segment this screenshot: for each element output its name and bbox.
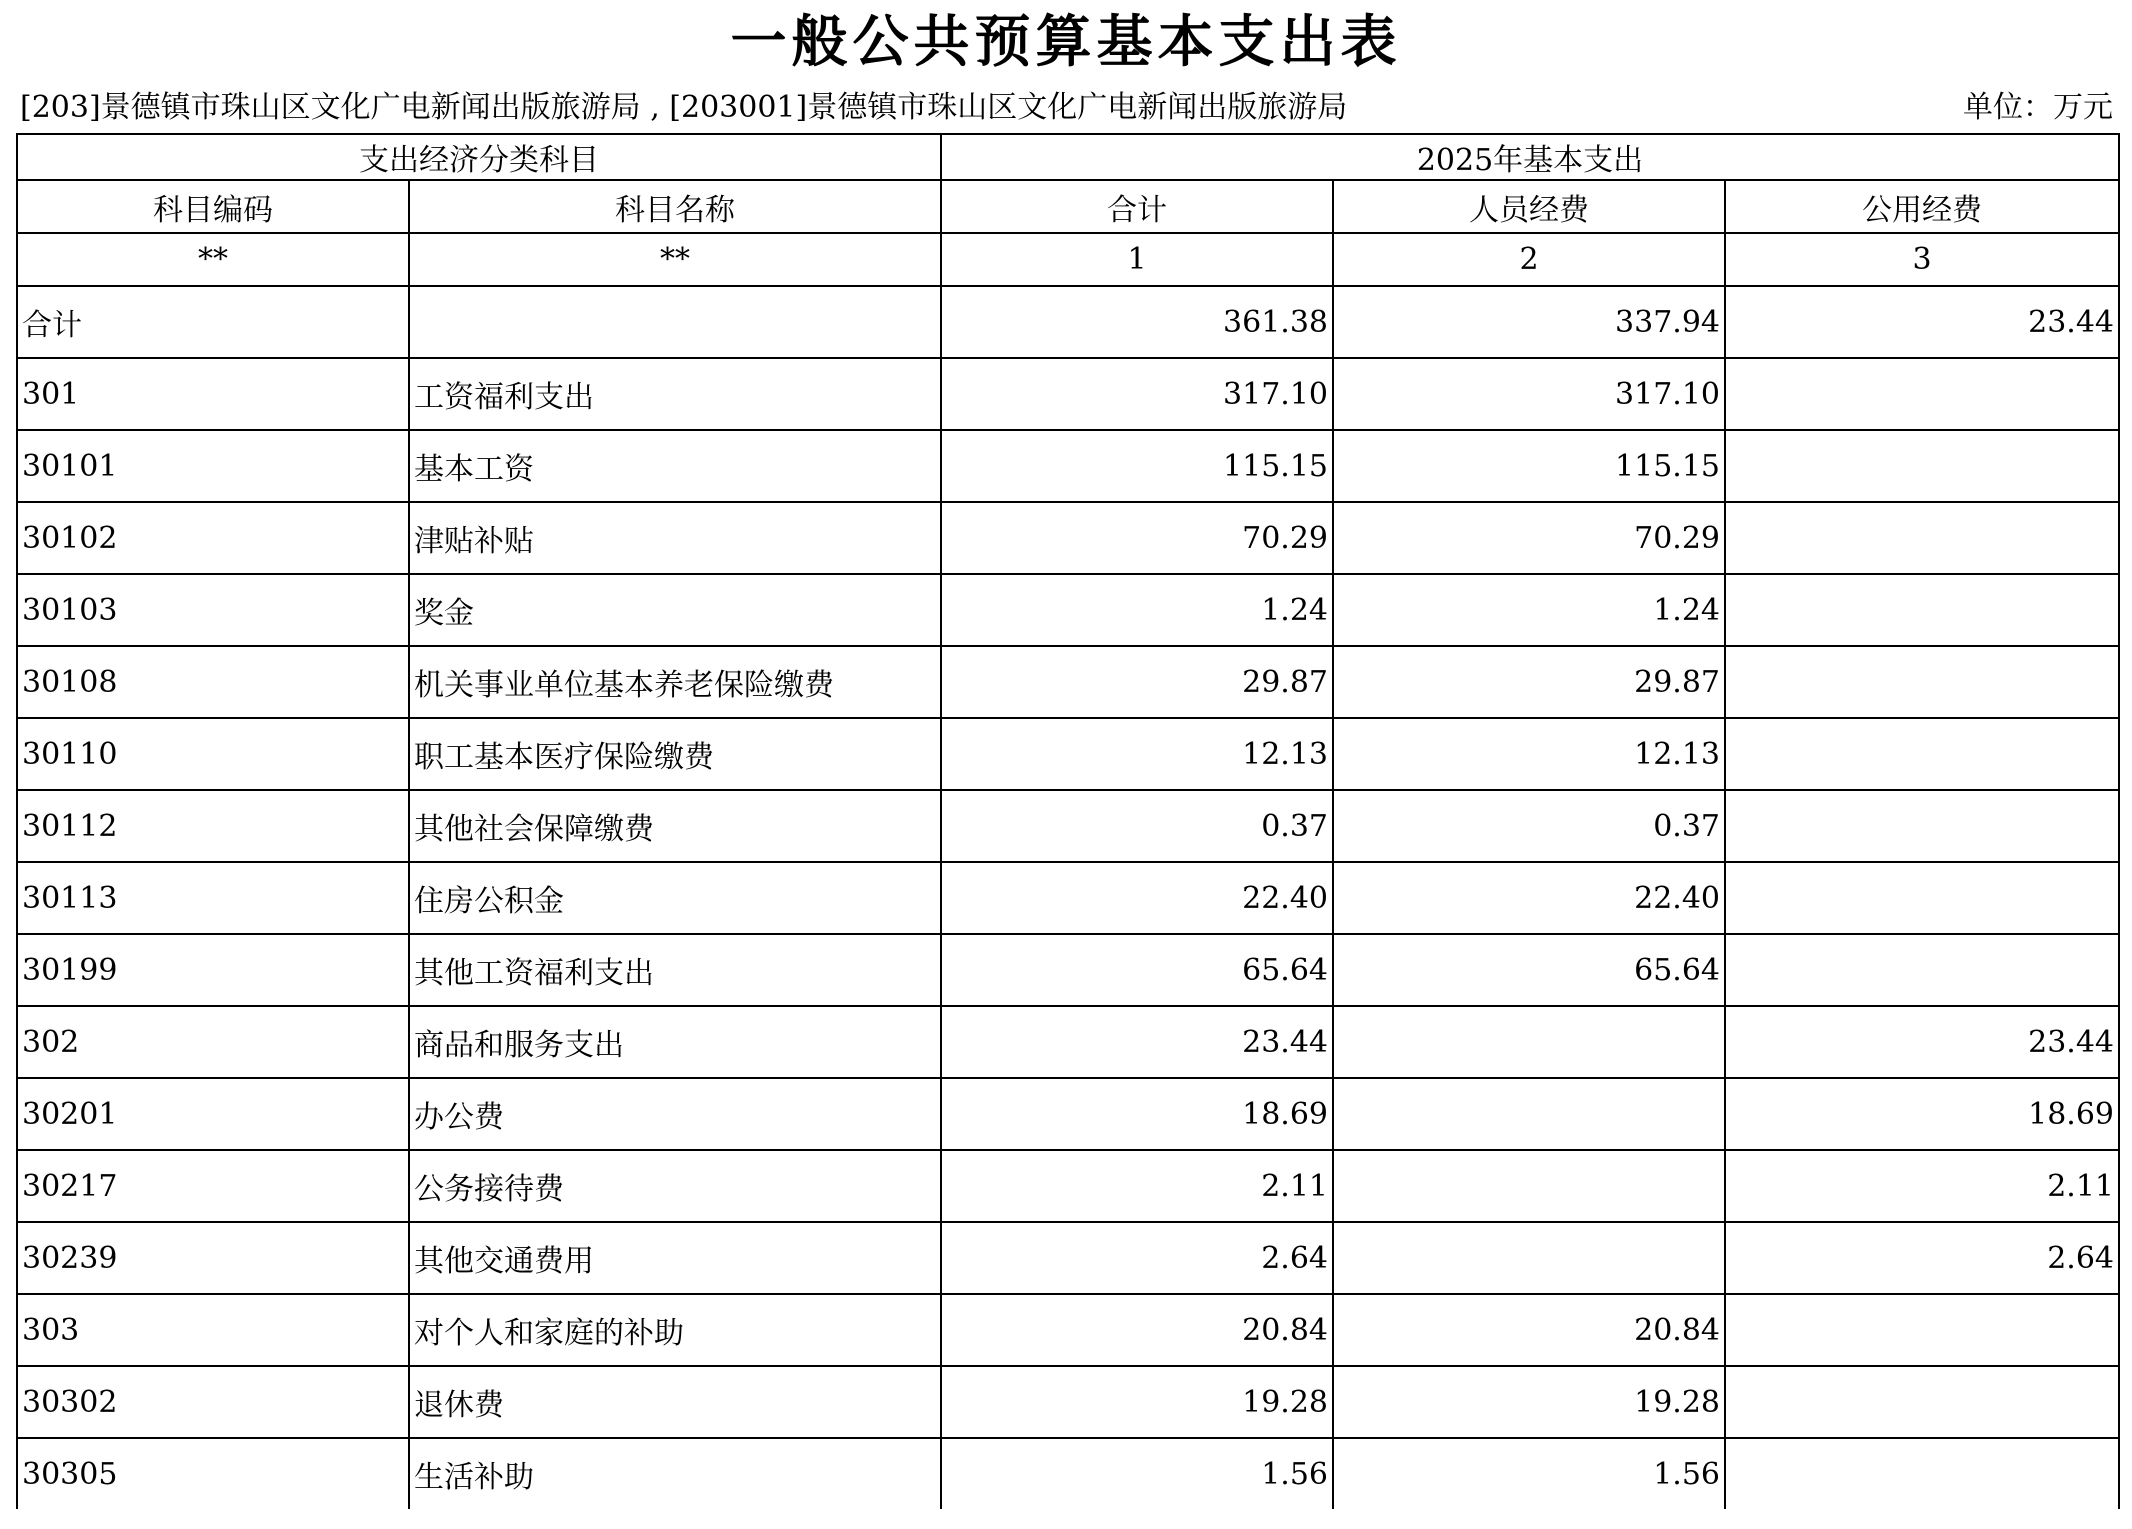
header-row-marks: [17, 233, 2119, 286]
table-row: [17, 934, 2119, 1006]
cell-personnel: 70.29: [1333, 502, 1725, 574]
table-row: [17, 718, 2119, 790]
cell-code: 303: [17, 1294, 409, 1366]
cell-personnel: 115.15: [1333, 430, 1725, 502]
cell-personnel: [1333, 1006, 1725, 1078]
table-row: [17, 862, 2119, 934]
cell-public: [1725, 862, 2119, 934]
cell-public: [1725, 574, 2119, 646]
cell-name: 津贴补贴: [409, 502, 941, 574]
cell-name: 工资福利支出: [409, 358, 941, 430]
cell-code: 30110: [17, 718, 409, 790]
table-row: [17, 1150, 2119, 1222]
cell-total: 1.24: [941, 574, 1333, 646]
table-row: [17, 1006, 2119, 1078]
table-row: [17, 1222, 2119, 1294]
cell-public: [1725, 1438, 2119, 1509]
cell-public: [1725, 718, 2119, 790]
cell-total: 2.64: [941, 1222, 1333, 1294]
cell-code: 301: [17, 358, 409, 430]
org-unit-line: [20, 85, 2113, 131]
cell-public: [1725, 358, 2119, 430]
cell-total: 70.29: [941, 502, 1333, 574]
cell-personnel: [1333, 1078, 1725, 1150]
table-row: [17, 1294, 2119, 1366]
cell-personnel: 337.94: [1333, 286, 1725, 358]
cell-total: 0.37: [941, 790, 1333, 862]
cell-public: [1725, 502, 2119, 574]
table-row: [17, 286, 2119, 358]
table-row: [17, 574, 2119, 646]
cell-personnel: 0.37: [1333, 790, 1725, 862]
cell-code: 合计: [17, 286, 409, 358]
cell-name: [409, 286, 941, 358]
cell-public: [1725, 646, 2119, 718]
header-col-public: 公用经费: [1725, 180, 2119, 233]
cell-code: 30201: [17, 1078, 409, 1150]
cell-public: 2.64: [1725, 1222, 2119, 1294]
table-row: [17, 646, 2119, 718]
org-line: [203]景德镇市珠山区文化广电新闻出版旅游局 , [203001]景德镇市珠山区文化广电新闻出版旅游局: [20, 90, 1348, 125]
cell-personnel: 317.10: [1333, 358, 1725, 430]
header-mark-code: **: [17, 233, 409, 286]
table-row: [17, 1078, 2119, 1150]
cell-public: 23.44: [1725, 286, 2119, 358]
cell-total: 317.10: [941, 358, 1333, 430]
cell-name: 其他交通费用: [409, 1222, 941, 1294]
cell-total: 18.69: [941, 1078, 1333, 1150]
cell-total: 19.28: [941, 1366, 1333, 1438]
cell-personnel: 1.56: [1333, 1438, 1725, 1509]
header-col-total: 合计: [941, 180, 1333, 233]
header-mark-public: 3: [1725, 233, 2119, 286]
cell-code: 302: [17, 1006, 409, 1078]
budget-table: [16, 133, 2120, 1509]
cell-code: 30112: [17, 790, 409, 862]
cell-name: 其他工资福利支出: [409, 934, 941, 1006]
cell-code: 30217: [17, 1150, 409, 1222]
cell-personnel: 20.84: [1333, 1294, 1725, 1366]
table-row: [17, 358, 2119, 430]
header-row-group: [17, 134, 2119, 180]
header-mark-personnel: 2: [1333, 233, 1725, 286]
cell-name: 公务接待费: [409, 1150, 941, 1222]
cell-public: [1725, 790, 2119, 862]
cell-personnel: 19.28: [1333, 1366, 1725, 1438]
cell-total: 65.64: [941, 934, 1333, 1006]
cell-name: 商品和服务支出: [409, 1006, 941, 1078]
cell-code: 30102: [17, 502, 409, 574]
cell-code: 30101: [17, 430, 409, 502]
page-title: 一般公共预算基本支出表: [730, 9, 1402, 75]
table-row: [17, 1366, 2119, 1438]
header-mark-total: 1: [941, 233, 1333, 286]
cell-total: 2.11: [941, 1150, 1333, 1222]
cell-personnel: [1333, 1222, 1725, 1294]
cell-total: 12.13: [941, 718, 1333, 790]
cell-code: 30108: [17, 646, 409, 718]
cell-public: [1725, 430, 2119, 502]
cell-name: 住房公积金: [409, 862, 941, 934]
cell-name: 对个人和家庭的补助: [409, 1294, 941, 1366]
table-row: [17, 502, 2119, 574]
cell-public: [1725, 1294, 2119, 1366]
cell-name: 机关事业单位基本养老保险缴费: [409, 646, 941, 718]
cell-code: 30302: [17, 1366, 409, 1438]
cell-total: 20.84: [941, 1294, 1333, 1366]
cell-code: 30239: [17, 1222, 409, 1294]
cell-personnel: 22.40: [1333, 862, 1725, 934]
header-col-name: 科目名称: [409, 180, 941, 233]
table-row: [17, 1438, 2119, 1509]
cell-public: 2.11: [1725, 1150, 2119, 1222]
cell-total: 115.15: [941, 430, 1333, 502]
header-group-right: 2025年基本支出: [941, 134, 2119, 180]
cell-total: 1.56: [941, 1438, 1333, 1509]
header-group-left: 支出经济分类科目: [17, 134, 941, 180]
cell-name: 生活补助: [409, 1438, 941, 1509]
unit-label: 单位：万元: [1963, 90, 2113, 125]
cell-code: 30103: [17, 574, 409, 646]
table-row: [17, 430, 2119, 502]
cell-public: [1725, 934, 2119, 1006]
header-col-personnel: 人员经费: [1333, 180, 1725, 233]
header-mark-name: **: [409, 233, 941, 286]
table-row: [17, 790, 2119, 862]
cell-public: [1725, 1366, 2119, 1438]
cell-personnel: 1.24: [1333, 574, 1725, 646]
cell-personnel: 65.64: [1333, 934, 1725, 1006]
cell-total: 361.38: [941, 286, 1333, 358]
cell-name: 奖金: [409, 574, 941, 646]
cell-public: 18.69: [1725, 1078, 2119, 1150]
cell-public: 23.44: [1725, 1006, 2119, 1078]
cell-code: 30199: [17, 934, 409, 1006]
cell-personnel: 12.13: [1333, 718, 1725, 790]
header-row-columns: [17, 180, 2119, 233]
cell-total: 22.40: [941, 862, 1333, 934]
header-col-code: 科目编码: [17, 180, 409, 233]
cell-name: 办公费: [409, 1078, 941, 1150]
cell-personnel: 29.87: [1333, 646, 1725, 718]
table-body: [17, 286, 2119, 1509]
cell-name: 退休费: [409, 1366, 941, 1438]
cell-total: 23.44: [941, 1006, 1333, 1078]
cell-name: 基本工资: [409, 430, 941, 502]
cell-name: 职工基本医疗保险缴费: [409, 718, 941, 790]
cell-code: 30113: [17, 862, 409, 934]
cell-name: 其他社会保障缴费: [409, 790, 941, 862]
cell-personnel: [1333, 1150, 1725, 1222]
cell-total: 29.87: [941, 646, 1333, 718]
cell-code: 30305: [17, 1438, 409, 1509]
